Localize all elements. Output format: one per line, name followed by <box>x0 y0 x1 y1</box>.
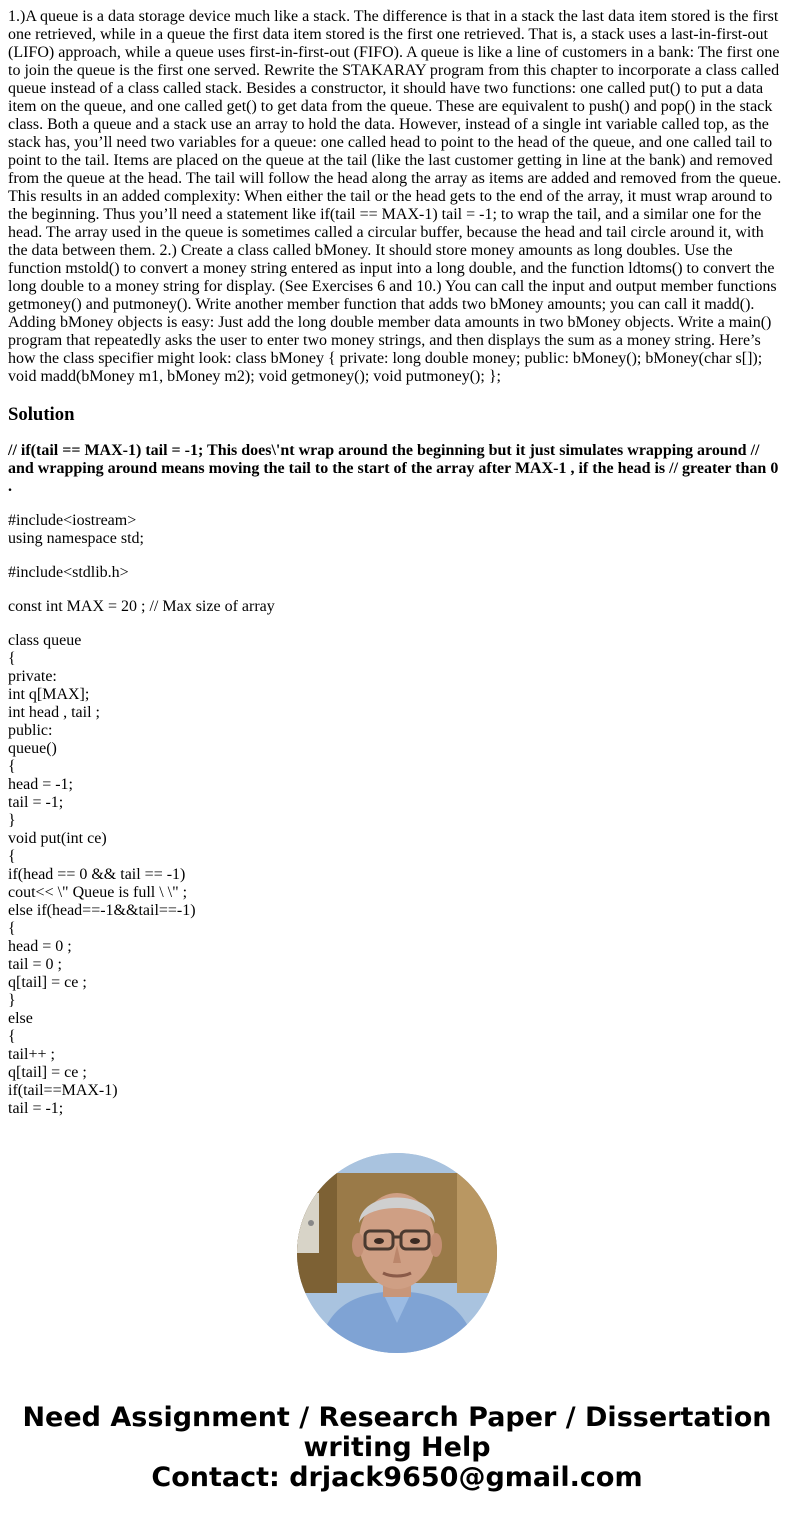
code-line: public: <box>8 722 53 739</box>
code-line: { <box>8 1028 16 1045</box>
promo-banner <box>0 1403 794 1493</box>
code-line: int q[MAX]; <box>8 686 90 703</box>
contact-email: Contact: drjack9650@gmail.com <box>151 1462 643 1493</box>
code-line: cout<< \" Queue is full \ \" ; <box>8 884 188 901</box>
promo-line: Need Assignment / Research Paper / Dissertation <box>22 1402 772 1433</box>
code-line: } <box>8 812 16 829</box>
code-line: if(tail==MAX-1) <box>8 1082 118 1099</box>
code-line: { <box>8 758 16 775</box>
code-line: using namespace std; <box>8 530 144 547</box>
code-line: if(head == 0 && tail == -1) <box>8 866 186 883</box>
code-line: q[tail] = ce ; <box>8 1064 87 1081</box>
tutor-avatar <box>297 1153 497 1353</box>
code-line: { <box>8 920 16 937</box>
code-line: tail = -1; <box>8 1100 64 1117</box>
question-text: 1.)A queue is a data storage device much like a stack. The difference is that in a stack the last data item stored is the first one retrieved, while in a queue the first data item stored is the first one retrieved. That is, a stack uses a last-in-first-out (LIFO) approach, while a queue uses first-in-first-out (FIFO). A queue is like a line of customers in a bank: The first one to join the queue is the first one served. Rewrite the STAKARAY program from this chapter to incorporate a class called queue instead of a class called stack. Besides a constructor, it should have two functions: one called put() to put a data item on the queue, and one called get() to get data from the queue. These are equivalent to push() and pop() in the stack class. Both a queue and a stack use an array to hold the data. However, instead of a single int variable called top, as the stack has, you’ll need two variables for a queue: one called head to point to the head of the queue, and one called tail to point to the tail. Items are placed on the queue at the tail (like the last customer getting in line at the bank) and removed from the queue at the head. The tail will follow the head along the array as items are added and removed from the queue. This results in an added complexity: When either the tail or the head gets to the end of the array, it must wrap around to the beginning. Thus you’ll need a statement like if(tail == MAX-1) tail = -1; to wrap the tail, and a similar one for the head. The array used in the queue is sometimes called a circular buffer, because the head and tail circle around it, with the data between them. 2.) Create a class called bMoney. It should store money amounts as long doubles. Use the function mstold() to convert a money string entered as input into a long double, and the function ldtoms() to convert the long double to a money string for display. (See Exercises 6 and 10.) You can call the input and output member functions getmoney() and putmoney(). Write another member function that adds two bMoney amounts; you can call it madd(). Adding bMoney objects is easy: Just add the long double member data amounts in two bMoney objects. Write a main() program that repeatedly asks the user to enter two money strings, and then displays the sum as a money string. Here’s how the class specifier might look: class bMoney { private: long double money; public: bMoney(); bMoney(char s[]); void madd(bMoney m1, bMoney m2); void getmoney(); void putmoney(); }; <box>8 8 782 385</box>
promo-line: writing Help <box>303 1432 491 1463</box>
code-line: void put(int ce) <box>8 830 107 847</box>
solution-note: // if(tail == MAX-1) tail = -1; This does\'nt wrap around the beginning but it just simulates wrapping around // and wrapping around means moving the tail to the start of the array after MAX-1 , if the head is // greater than 0 . <box>8 442 779 495</box>
code-line: #include<iostream> <box>8 512 137 529</box>
document-content <box>8 8 786 1118</box>
code-line: else <box>8 1010 33 1027</box>
code-line: tail = -1; <box>8 794 64 811</box>
code-line: { <box>8 650 16 667</box>
code-line: } <box>8 992 16 1009</box>
code-line: else if(head==-1&&tail==-1) <box>8 902 196 919</box>
solution-heading: Solution <box>8 404 75 425</box>
code-block <box>8 512 786 1118</box>
code-line: class queue <box>8 632 82 649</box>
code-line: queue() <box>8 740 57 757</box>
code-line: int head , tail ; <box>8 704 100 721</box>
code-line: private: <box>8 668 57 685</box>
tutor-photo <box>297 1153 497 1353</box>
code-line: const int MAX = 20 ; // Max size of array <box>8 598 275 615</box>
code-line: tail++ ; <box>8 1046 55 1063</box>
code-line: tail = 0 ; <box>8 956 62 973</box>
code-line: #include<stdlib.h> <box>8 564 129 581</box>
code-line: q[tail] = ce ; <box>8 974 87 991</box>
code-line: head = 0 ; <box>8 938 72 955</box>
code-line: head = -1; <box>8 776 73 793</box>
code-line: { <box>8 848 16 865</box>
